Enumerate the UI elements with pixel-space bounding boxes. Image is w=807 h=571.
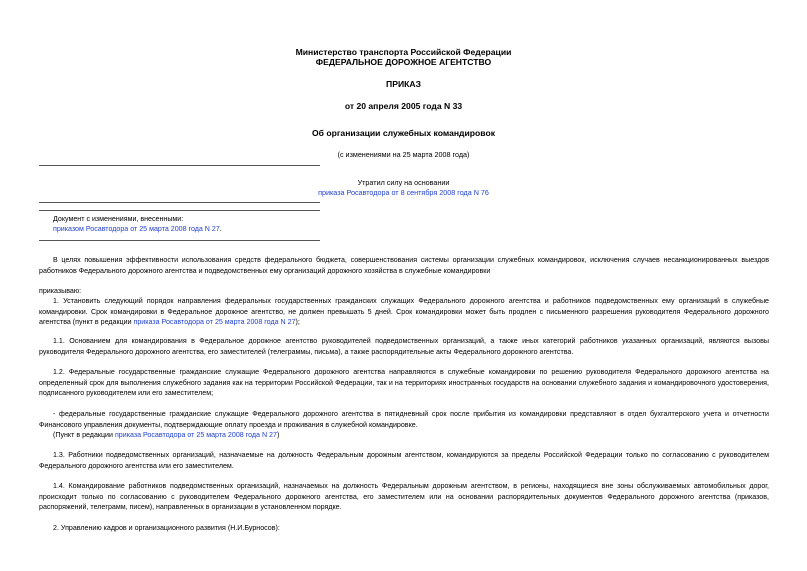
paragraph-1-1: 1.1. Основанием для командирования в Федеральное дорожное агентство руководителей подведомственных организаций, а также иных категорий работников указанных организаций, являются вызовы руководителя Федерального дорожного агентства, его заместителей (телеграммы, письма), а также распорядительные акты Федерального дорожного агентства. (39, 337, 769, 356)
note-link[interactable]: приказа Росавтодора от 25 марта 2008 года N 27 (114, 431, 277, 439)
doc-title: Об организации служебных командировок (311, 128, 496, 138)
divider (39, 165, 320, 166)
paragraph-1-2-dash: - федеральные государственные гражданские служащие Федерального дорожного агентства в пятидневный срок после прибытия из командировки представляют в отдел бухгалтерского учета и отчетности Финансового управления документы, подтверждающие оплату проезда и проживания в служебной командировке. (39, 410, 769, 429)
doc-date-number: от 20 апреля 2005 года N 33 (344, 101, 463, 111)
changes-label: Документ с изменениями, внесенными: (53, 215, 184, 223)
paragraph-1-text: 1. Установить следующий порядок направления федеральных государственных гражданских служащих Федерального дорожного агентства и работников подведомственных ему организаций в служебные командировки. Срок командировки в Федеральное дорожное агентство, не должен превышать 5 дней. Срок командировки может быть продлен с письменного разрешения руководителя Федерального дорожного агентства (пункт в редакции (39, 297, 769, 327)
note-prefix: (Пункт в редакции (53, 431, 115, 439)
prikazyvayu: приказываю: (39, 287, 82, 295)
ministry-title: Министерство транспорта Российской Федерации (295, 47, 512, 57)
changes-line (53, 224, 222, 235)
divider (39, 202, 320, 203)
agency-title: ФЕДЕРАЛЬНОЕ ДОРОЖНОЕ АГЕНТСТВО (315, 57, 492, 67)
changes-tail: . (219, 225, 222, 233)
paragraph-1-tail: ); (295, 318, 300, 327)
status-link[interactable]: приказа Росавтодора от 8 сентября 2008 года N 76 (318, 188, 489, 197)
status-text: Утратил силу на основании (357, 178, 450, 187)
paragraph-1 (39, 296, 769, 328)
paragraph-2: 2. Управлению кадров и организационного развития (Н.И.Бурносов): (53, 524, 280, 532)
note-tail: ) (276, 431, 280, 439)
intro-paragraph: В целях повышения эффективности использования средств федерального бюджета, совершенствования системы организации служебных командировок, исключения случаев несанкционированных выездов работников Федерального дорожного агентства и подведомственных ему организаций дорожного хозяйства в служебные командировки (39, 256, 769, 275)
paragraph-1-3: 1.3. Работники подведомственных организаций, назначаемые на должность Федеральным дорожным агентством, командируются за пределы Российской Федерации только по согласованию с руководителем Федерального дорожного агентства или его заместителем. (39, 451, 769, 470)
paragraph-1-2-note (39, 430, 769, 441)
divider (39, 210, 320, 211)
changes-link[interactable]: приказом Росавтодора от 25 марта 2008 года N 27 (53, 225, 220, 233)
paragraph-1-4: 1.4. Командирование работников подведомственных организаций, назначаемых на должность Федеральным дорожным агентством, в регионы, находящиеся вне зоны обслуживаемых автомобильных дорог, происходит только по согласованию с руководителем Федерального дорожного агентства, его заместителем или на основании распорядительных документов Федерального дорожного агентства (приказов, распоряжений, телеграмм, писем), направленных в организации в установленном порядке. (39, 482, 769, 512)
doc-type: ПРИКАЗ (386, 79, 421, 89)
divider (39, 240, 320, 241)
paragraph-1-2: 1.2. Федеральные государственные гражданские служащие Федерального дорожного агентства направляются в служебные командировки по решению руководителя Федерального дорожного агентства на определенный срок для выполнения служебного задания как на территории Российской Федерации, так и на территориях иностранных государств на основании служебного задания и командировочного удостоверения, подписанного руководителем или его заместителем; (39, 368, 769, 398)
amendments-note: (с изменениями на 25 марта 2008 года) (337, 150, 470, 159)
paragraph-1-link[interactable]: приказа Росавтодора от 25 марта 2008 года N 27 (133, 318, 296, 327)
